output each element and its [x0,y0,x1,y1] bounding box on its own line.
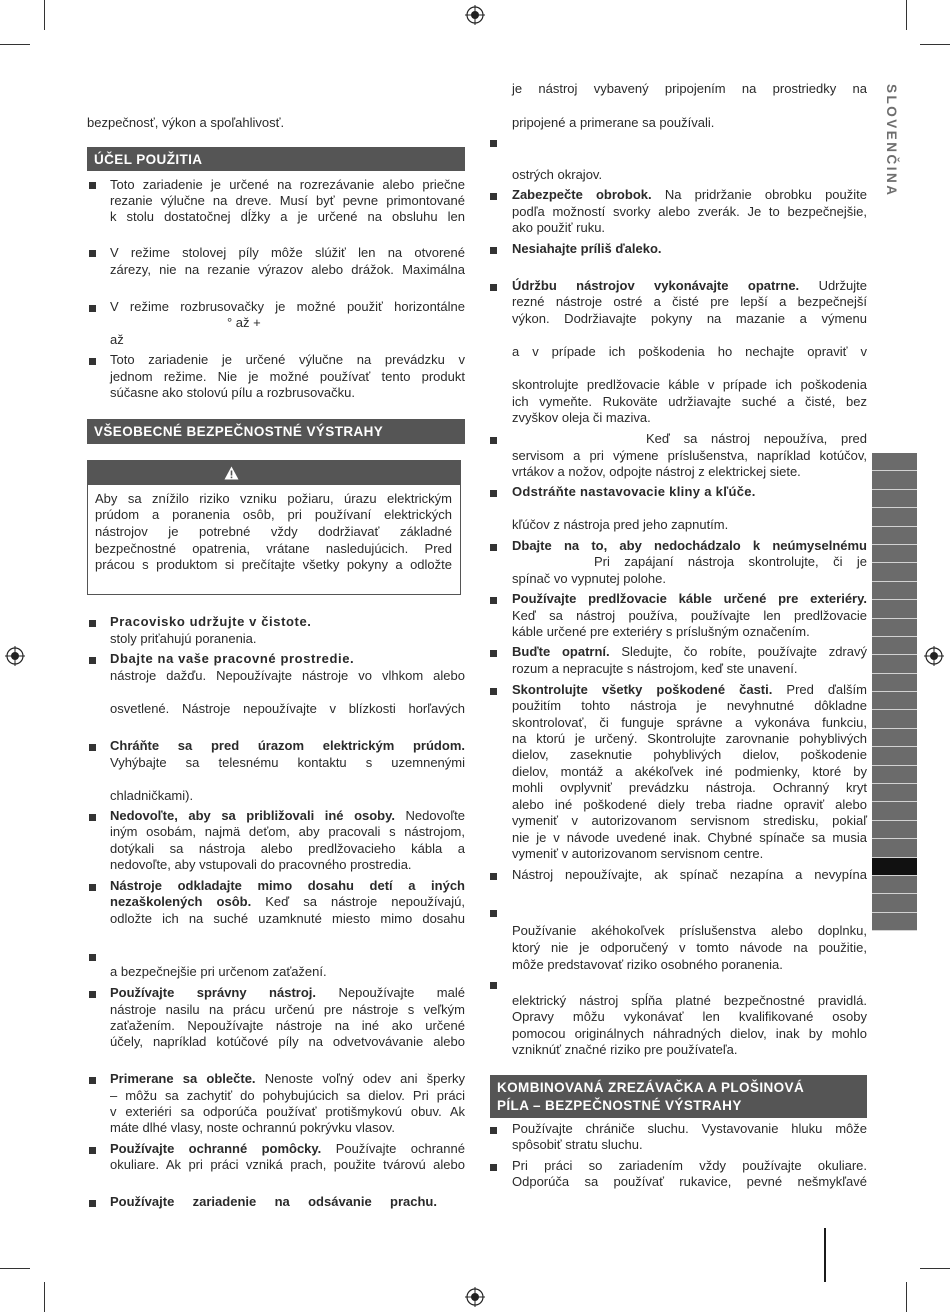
safety-line: – môžu sa zachytiť do pohybujúcich sa dielov. Pri práci [110,1088,465,1103]
body-line: pripojené a primerane sa používali. [512,115,715,130]
language-tab [872,637,917,655]
language-tab [872,490,917,508]
bullet-icon [490,284,497,291]
safety-line: stoly priťahujú poranenia. [110,631,257,646]
body-line: spínač vo vypnutej polohe. [512,571,666,586]
body-line: dielov, montáž a akékoľvek iné podmienky, ktoré by [512,764,867,779]
safety-heading: Používajte správny nástroj. [110,985,317,1000]
safety-tail: Nepoužívajte malé [338,985,465,1000]
body-line: zvyškov oleja či maziva. [512,410,651,425]
safety-line: nástroje nasilu na prácu určenú pre nástroje s veľkým [110,1002,465,1017]
safety-line: v exteriéri sa odporúča používať protišmykovú obuv. Ak [110,1104,465,1119]
crop-mark [920,1268,950,1269]
bullet-icon [89,1200,96,1207]
language-tab [872,692,917,710]
body-line: podľa možností svorky alebo zverák. Je to bezpečnejšie, [512,204,867,219]
safety-line: okuliare. Ak pri práci vzniká prach, použite tvárovú alebo [110,1157,465,1172]
body-line: Keď sa nástroj nepoužíva, pred [646,431,867,446]
bullet-icon [89,657,96,664]
language-tab [872,913,917,931]
language-tab [872,876,917,894]
bullet-icon [89,744,96,751]
body-line [512,682,867,699]
bullet-icon [490,193,497,200]
crop-mark [0,1268,30,1269]
body-line: dielov, zaseknutie pohyblivých dielov, poškodenie [512,747,867,762]
bullet-icon [89,250,96,257]
safety-heading: Pracovisko udržujte v čistote. [110,614,312,629]
crop-mark [920,44,950,45]
warning-header [88,461,460,485]
bullet-icon [89,1147,96,1154]
safety-line: a bezpečnejšie pri určenom zaťažení. [110,964,327,979]
item-heading: Dbajte na to, aby nedochádzalo k neúmyselnému [512,538,867,553]
section-heading-use: ÚČEL POUŽITIA [87,147,465,171]
bullet-icon [490,650,497,657]
intro-text: bezpečnosť, výkon a spoľahlivosť. [87,115,285,130]
safety-line: iným osobám, najmä deťom, aby pracovali s nástrojom, [110,824,465,839]
registration-mark-icon [465,1287,485,1307]
safety-line: osvetlené. Nástroje nepoužívajte v blízkosti horľavých [110,701,465,716]
bullet-icon [490,544,497,551]
safety-line: nástroje dažďu. Nepoužívajte nástroje vo vlhkom alebo [110,668,465,683]
bullet-icon [490,910,497,917]
body-line: na ktorú je určený. Skontrolujte zarovnanie pohyblivých [512,731,867,746]
use-item-line: ° až + [227,315,261,330]
use-item-line: Toto zariadenie je určené výlučne na prevádzku v [110,352,465,367]
bullet-icon [490,490,497,497]
safety-heading: Chráňte sa pred úrazom elektrickým prúdom. [110,738,465,753]
warning-triangle-icon [224,466,239,480]
safety-heading: Nedovoľte, aby sa približovali iné osoby. [110,808,395,823]
section-heading-line: KOMBINOVANÁ ZREZÁVAČKA A PLOŠINOVÁ [497,1079,805,1095]
body-line: ostrých okrajov. [512,167,603,182]
item-tail: Na pridržanie obrobku použite [664,187,867,202]
safety-line: odložte ich na suché uzamknuté miesto mimo dosahu [110,911,465,926]
language-tab [872,453,917,471]
bullet-icon [490,437,497,444]
safety-line: zaťažením. Nepoužívajte nástroje na iné ako určené [110,1018,465,1033]
crop-mark [44,1282,45,1312]
body-line: alebo iné poškodené diely treba riadne opraviť alebo [512,797,867,812]
section-heading-combo [490,1075,867,1118]
safety-line: účely, napríklad kotúčové píly na odvetvovávanie alebo [110,1034,465,1049]
language-tab [872,674,917,692]
bullet-icon [490,982,497,989]
bullet-icon [89,954,96,961]
use-item-line: V režime rozbrusovačky je možné použiť horizontálne [110,299,465,314]
item-heading: Zabezpečte obrobok. [512,187,652,202]
item-tail: Sledujte, čo robíte, používajte zdravý [621,644,867,659]
body-line: vzniknúť značné riziko pre používateľa. [512,1042,738,1057]
item-tail: Udržujte [818,278,867,293]
bullet-icon [89,1077,96,1084]
warning-line: prúdom a poranenia osôb, pri používaní elektrických [95,507,452,522]
bullet-icon [89,358,96,365]
language-tab [872,747,917,765]
warning-line: nástrojov je potrebné vždy dodržiavať základné [95,524,452,539]
language-tab [872,508,917,526]
body-line: použitím tohto nástroja je nevyhnutné dôkladne [512,698,867,713]
language-label: SLOVENČINA [884,84,899,198]
item-heading: Používajte predlžovacie káble určené pre exteriéry. [512,591,867,606]
body-line: vymeniť v autorizovanom servisnom centre. [512,846,764,861]
bullet-icon [490,597,497,604]
section-heading-general: VŠEOBECNÉ BEZPEČNOSTNÉ VÝSTRAHY [87,419,465,444]
page-rule [824,1228,826,1282]
body-line [512,644,867,661]
crop-mark [0,44,30,45]
language-tab [872,729,917,747]
bullet-icon [89,991,96,998]
body-line: a v prípade ich poškodenia ho nechajte opraviť v [512,344,867,359]
body-line: Pri práci so zariadením vždy používajte okuliare. [512,1158,867,1173]
safety-line: Vyhýbajte sa telesnému kontaktu s uzemnenými [110,755,465,770]
item-heading: Buďte opatrní. [512,644,610,659]
body-line: pomocou originálnych náhradných dielov, inak by mohlo [512,1026,867,1041]
body-line: spôsobiť stratu sluchu. [512,1137,643,1152]
body-line [512,187,867,204]
language-tab [872,545,917,563]
bullet-icon [89,884,96,891]
safety-heading: Používajte zariadenie na odsávanie prachu. [110,1194,437,1209]
body-line: káble určené pre exteriéry s príslušným označením. [512,624,810,639]
body-line: výkon. Dodržiavajte pokyny na mazanie a výmenu [512,311,867,326]
safety-heading: Používajte ochranné pomôcky. [110,1141,322,1156]
use-item-line: jednom režime. Nie je možné používať tento produkt [110,369,465,384]
use-item-line: rezanie výlučne na dreve. Musí byť pevne primontované [110,193,465,208]
body-line: Odporúča sa používať rukavice, pevné nešmykľavé [512,1174,867,1189]
language-tab [872,894,917,912]
crop-mark [906,0,907,30]
language-tab-active [872,858,917,876]
registration-mark-icon [465,5,485,25]
language-tab [872,766,917,784]
language-tab [872,563,917,581]
bullet-icon [490,1164,497,1171]
body-line: nie je v návode uvedené inak. Chybné spínače sa musia [512,830,867,845]
safety-heading: Nástroje odkladajte mimo dosahu detí a iných [110,878,465,893]
body-line: rezné nástroje ostré a čisté pre lepší a bezpečnejší [512,294,867,309]
safety-line [110,1141,465,1158]
warning-line: Aby sa znížilo riziko vzniku požiaru, úrazu elektrickým [95,491,452,506]
language-tab [872,802,917,820]
safety-tail: Nenoste voľný odev ani šperky [264,1071,465,1086]
warning-line: bezpečnostné opatrenia, vrátane nasledujúcich. Pred [95,541,452,556]
body-line: môže predstavovať riziko osobného poranenia. [512,957,783,972]
item-heading: Nesiahajte príliš ďaleko. [512,241,662,256]
language-tab [872,839,917,857]
use-item-line: zárezy, nie na rezanie výrazov alebo drážok. Maximálna [110,262,465,277]
safety-line [110,985,465,1002]
bullet-icon [490,873,497,880]
body-line: je nástroj vybavený pripojením na prostriedky na [512,81,867,96]
safety-heading: Primerane sa oblečte. [110,1071,256,1086]
safety-line: dotýkali sa nástroja alebo predlžovacieho kábla a [110,841,465,856]
body-line: ich vymeňte. Rukoväte udržiavajte suché a čisté, bez [512,394,867,409]
use-item-line: V režime stolovej píly môže slúžiť len na otvorené [110,245,465,260]
item-heading: Skontrolujte všetky poškodené časti. [512,682,773,697]
safety-heading-tail: Nedovoľte [405,808,465,823]
language-tab [872,471,917,489]
registration-mark-icon [924,646,944,666]
body-line: Nástroj nepoužívajte, ak spínač nezapína a nevypína [512,867,867,882]
safety-heading: Dbajte na vaše pracovné prostredie. [110,651,355,666]
safety-tail: Používajte ochranné [335,1141,465,1156]
item-heading: Odstráňte nastavovacie kliny a kľúče. [512,484,756,499]
bullet-icon [89,814,96,821]
safety-line: nedovoľte, aby vstupovali do pracovného prostredia. [110,857,412,872]
body-line: Opravy môžu vykonávať len kvalifikované osoby [512,1009,867,1024]
body-line: servisom a pri výmene príslušenstva, napríklad kotúčov, [512,448,867,463]
language-tab [872,655,917,673]
bullet-icon [89,182,96,189]
body-line: vymeniť v autorizovanom servisnom stredisku, pokiaľ [512,813,867,828]
bullet-icon [89,305,96,312]
body-line: skontrolovať, či funguje správne a vykonáva funkciu, [512,715,867,730]
use-item-line: až [110,332,124,347]
item-tail: Pred ďalším [786,682,867,697]
body-line: elektrický nástroj spĺňa platné bezpečnostné pravidlá. [512,993,867,1008]
body-line: Používajte chrániče sluchu. Vystavovanie hluku môže [512,1121,867,1136]
bullet-icon [89,620,96,627]
use-item-line: súčasne ako stolovú pílu a rozbrusovačku. [110,385,355,400]
body-line: skontrolujte predlžovacie káble v prípade ich poškodenia [512,377,867,392]
registration-mark-icon [5,646,25,666]
bullet-icon [490,1127,497,1134]
body-line: Pri zapájaní nástroja skontrolujte, či je [594,554,867,569]
body-line: Keď sa nástroj používa, používajte len predlžovacie [512,608,867,623]
safety-line [110,894,465,911]
language-tab [872,619,917,637]
body-line: rozum a nepracujte s nástrojom, keď ste unavení. [512,661,798,676]
safety-heading: nezaškolených osôb. [110,894,252,909]
safety-line [110,808,465,825]
language-tab [872,710,917,728]
body-line: Používanie akéhokoľvek príslušenstva alebo doplnku, [512,923,867,938]
section-heading-line: PÍLA – BEZPEČNOSTNÉ VÝSTRAHY [497,1097,742,1113]
use-item-line: Toto zariadenie je určené na rozrezávanie alebo priečne [110,177,465,192]
language-tabs [872,453,917,931]
safety-line: chladničkami). [110,788,194,803]
safety-tail: Keď sa nástroje nepoužívajú, [265,894,465,909]
safety-line: máte dlhé vlasy, noste ochrannú pokrývku vlasov. [110,1120,395,1135]
body-line: ktorý nie je odporučený v tomto návode na použitie, [512,940,867,955]
language-tab [872,527,917,545]
item-heading: Údržbu nástrojov vykonávajte opatrne. [512,278,800,293]
safety-line [110,1071,465,1088]
crop-mark [44,0,45,30]
body-line [512,278,867,295]
crop-mark [906,1282,907,1312]
body-line: mohli ovplyvniť prevádzku nástroja. Ochranný kryt [512,780,867,795]
body-line: ako použiť ruku. [512,220,606,235]
bullet-icon [490,247,497,254]
language-tab [872,582,917,600]
bullet-icon [490,140,497,147]
body-line: vrtákov a nožov, odpojte nástroj z elektrickej siete. [512,464,801,479]
body-line: kľúčov z nástroja pred jeho zapnutím. [512,517,729,532]
bullet-icon [490,688,497,695]
language-tab [872,784,917,802]
language-tab [872,600,917,618]
language-tab [872,821,917,839]
use-item-line: k stolu dostatočnej dĺžky a je určené na obsluhu len [110,209,465,224]
warning-line: prácou s produktom si prečítajte všetky pokyny a odložte [95,557,452,572]
